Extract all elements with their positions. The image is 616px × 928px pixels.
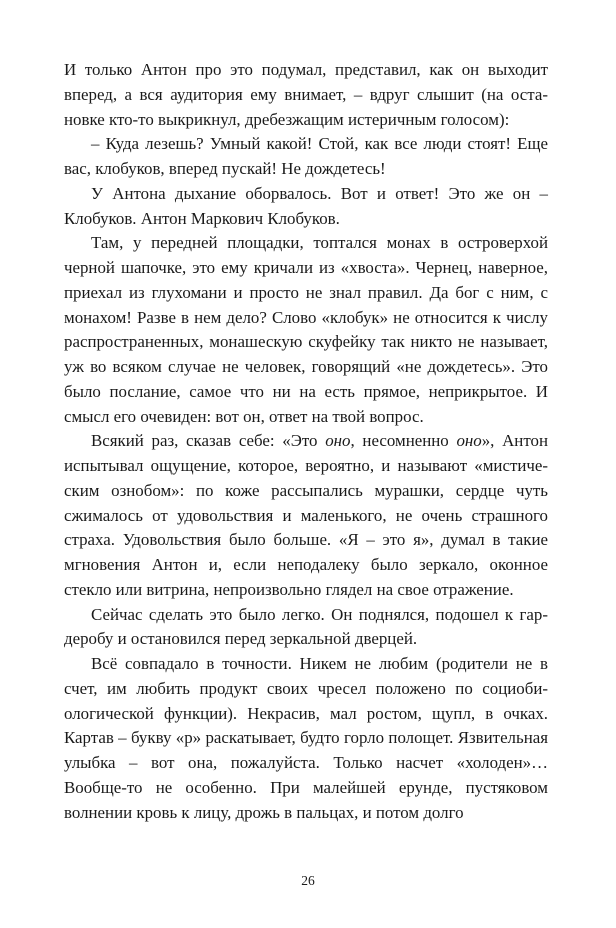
text-run: – Куда лезешь? Умный какой! Стой, как все люди стоят! Еще вас, клобуков, вперед пускай! Не дождетесь! — [64, 134, 548, 178]
paragraph — [64, 132, 548, 182]
italic-text: оно — [325, 431, 351, 451]
text-run: », Антон испытывал ощущение, которое, вероятно, и называют «мистическим ознобом»: по коже рассыпались мурашки, сердце чуть сжималось от удовольствия и маленького, не очень страшного страха. Удовольствия было больше. «Я – это я», думал в такие мгновения Антон и, если неподалеку было зеркало, оконное стекло или витрина, непроизвольно глядел на свое отражение. — [64, 431, 548, 599]
paragraph — [64, 429, 548, 602]
text-run: Всё совпадало в точности. Никем не любим (родители не в счет, им любить продукт своих чресел положено по социобиологической функции). Некрасив, мал ростом, щупл, в очках. Картав – букву «р» раскатывает, будто горло полощет. Язвительная улыбка – вот она, пожалуйста. Только насчет «холоден»… Вообще-то не особенно. При малейшей ерунде, пустяковом волнении кровь к лицу, дрожь в пальцах, и потом долго — [64, 654, 548, 822]
paragraph — [64, 182, 548, 232]
text-run: , несомненно — [350, 431, 457, 451]
text-run: У Антона дыхание оборвалось. Вот и ответ! Это же он – Клобуков. Антон Маркович Клобуков. — [64, 183, 548, 228]
text-run: Там, у передней площадки, топтался монах в островерхой черной шапочке, это ему кричали из «хвоста». Чернец, наверное, приехал из глухомани и просто не знал правил. Да бог с ним, с монахом! Разве в нем дело? Слово «клобук» не относится к числу распространенных, монашескую скуфейку так никто не называет, уж во всяком случае не человек, говорящий «не дождетесь». Это было послание, самое что ни на есть прямое, неприкрытое. И смысл его очевиден: вот он, ответ на твой вопрос. — [64, 233, 548, 426]
body-text — [64, 58, 548, 825]
paragraph — [64, 652, 548, 825]
italic-text: оно — [456, 431, 482, 451]
paragraph — [64, 231, 548, 429]
text-run: И только Антон про это подумал, представил, как он выходит вперед, а вся аудитория ему внимает, – вдруг слышит (на остановке кто-то выкрикнул, дребезжащим истеричным голосом): — [64, 60, 548, 129]
text-run: Всякий раз, сказав себе: «Это — [91, 431, 326, 451]
page-number: 26 — [301, 873, 315, 888]
text-run: Сейчас сделать это было легко. Он поднялся, подошел к гардеробу и остановился перед зеркальной дверцей. — [64, 604, 548, 649]
paragraph — [64, 58, 548, 132]
paragraph — [64, 603, 548, 653]
